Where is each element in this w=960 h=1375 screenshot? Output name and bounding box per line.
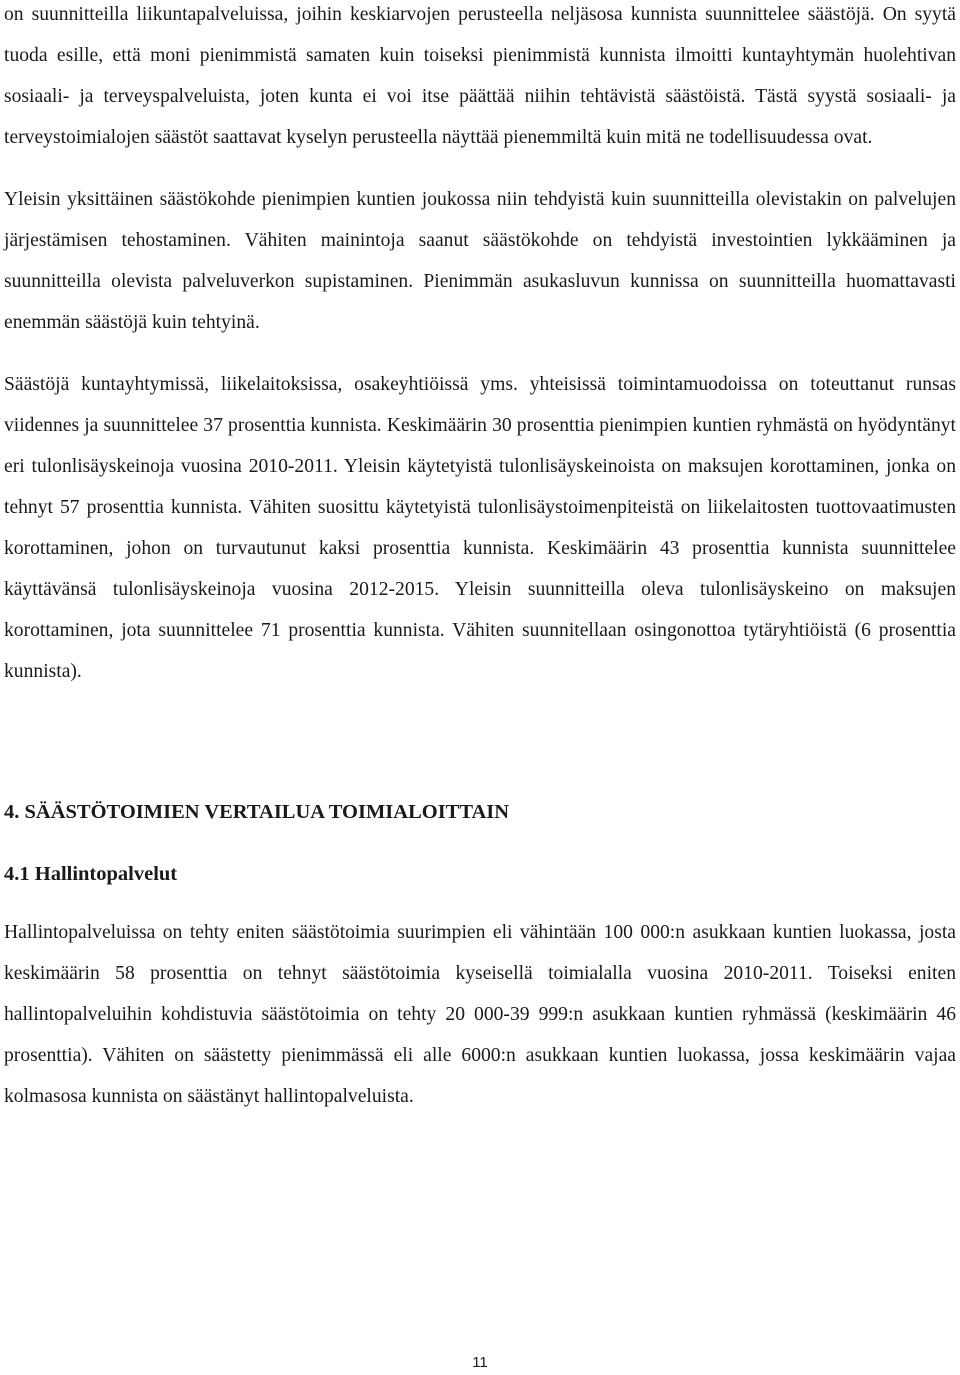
paragraph-savings-intro: on suunnitteilla liikuntapalveluissa, joihin keskiarvojen perusteella neljäsosa kunnista suunnittelee säästöjä. On syytä tuoda esille, että moni pienimmistä samaten kuin toiseksi pienimmistä kunnista ilmoitti kuntayhtymän huolehtivan sosiaali- ja terveyspalveluista, joten kunta ei voi itse päättää niihin tehtävistä säästöistä. Tästä syystä sosiaali- ja terveystoimialojen säästöt saattavat kyselyn perusteella näyttää pienemmiltä kuin mitä ne todellisuudessa ovat. <box>4 4 956 148</box>
page-number: 11 <box>472 1354 488 1371</box>
paragraph-joint-operations-revenue: Säästöjä kuntayhtymissä, liikelaitoksissa, osakeyhtiöissä yms. yhteisissä toimintamuodoissa on toteuttanut runsas viidennes ja suunnittelee 37 prosenttia kunnista. Keskimäärin 30 prosenttia pienimpien kuntien ryhmästä on hyödyntänyt eri tulonlisäyskeinoja vuosina 2010-2011. Yleisin käytetyistä tulonlisäyskeinoista on maksujen korottaminen, jonka on tehnyt 57 prosenttia kunnista. Vähiten suosittu käytetyistä tulonlisäystoimenpiteistä on liikelaitosten tuottovaatimusten korottaminen, johon on turvautunut kaksi prosenttia kunnista. Keskimäärin 43 prosenttia kunnista suunnittelee käyttävänsä tulonlisäyskeinoja vuosina 2012-2015. Yleisin suunnitteilla oleva tulonlisäyskeino on maksujen korottaminen, jota suunnittelee 71 prosenttia kunnista. Vähiten suunnitellaan osingonottoa tytäryhtiöistä (6 prosenttia kunnista). <box>4 374 956 682</box>
subsection-heading: 4.1 Hallintopalvelut <box>4 863 178 885</box>
section-heading: 4. SÄÄSTÖTOIMIEN VERTAILUA TOIMIALOITTAIN <box>4 801 510 823</box>
document-page <box>4 0 956 1117</box>
paragraph-administration-services: Hallintopalveluissa on tehty eniten säästötoimia suurimpien eli vähintään 100 000:n asukkaan kuntien luokassa, josta keskimäärin 58 prosenttia on tehnyt säästötoimia kyseisellä toimialalla vuosina 2010-2011. Toiseksi eniten hallintopalveluihin kohdistuvia säästötoimia on tehty 20 000-39 999:n asukkaan kuntien ryhmässä (keskimäärin 46 prosenttia). Vähiten on säästetty pienimmässä eli alle 6000:n asukkaan kuntien luokassa, jossa keskimäärin vajaa kolmasosa kunnista on säästänyt hallintopalveluista. <box>4 922 956 1107</box>
paragraph-common-savings-target: Yleisin yksittäinen säästökohde pienimpien kuntien joukossa niin tehdyistä kuin suunnitteilla olevistakin on palvelujen järjestämisen tehostaminen. Vähiten mainintoja saanut säästökohde on tehdyistä investointien lykkääminen ja suunnitteilla olevista palveluverkon supistaminen. Pienimmän asukasluvun kunnissa on suunnitteilla huomattavasti enemmän säästöjä kuin tehtyinä. <box>4 189 956 333</box>
